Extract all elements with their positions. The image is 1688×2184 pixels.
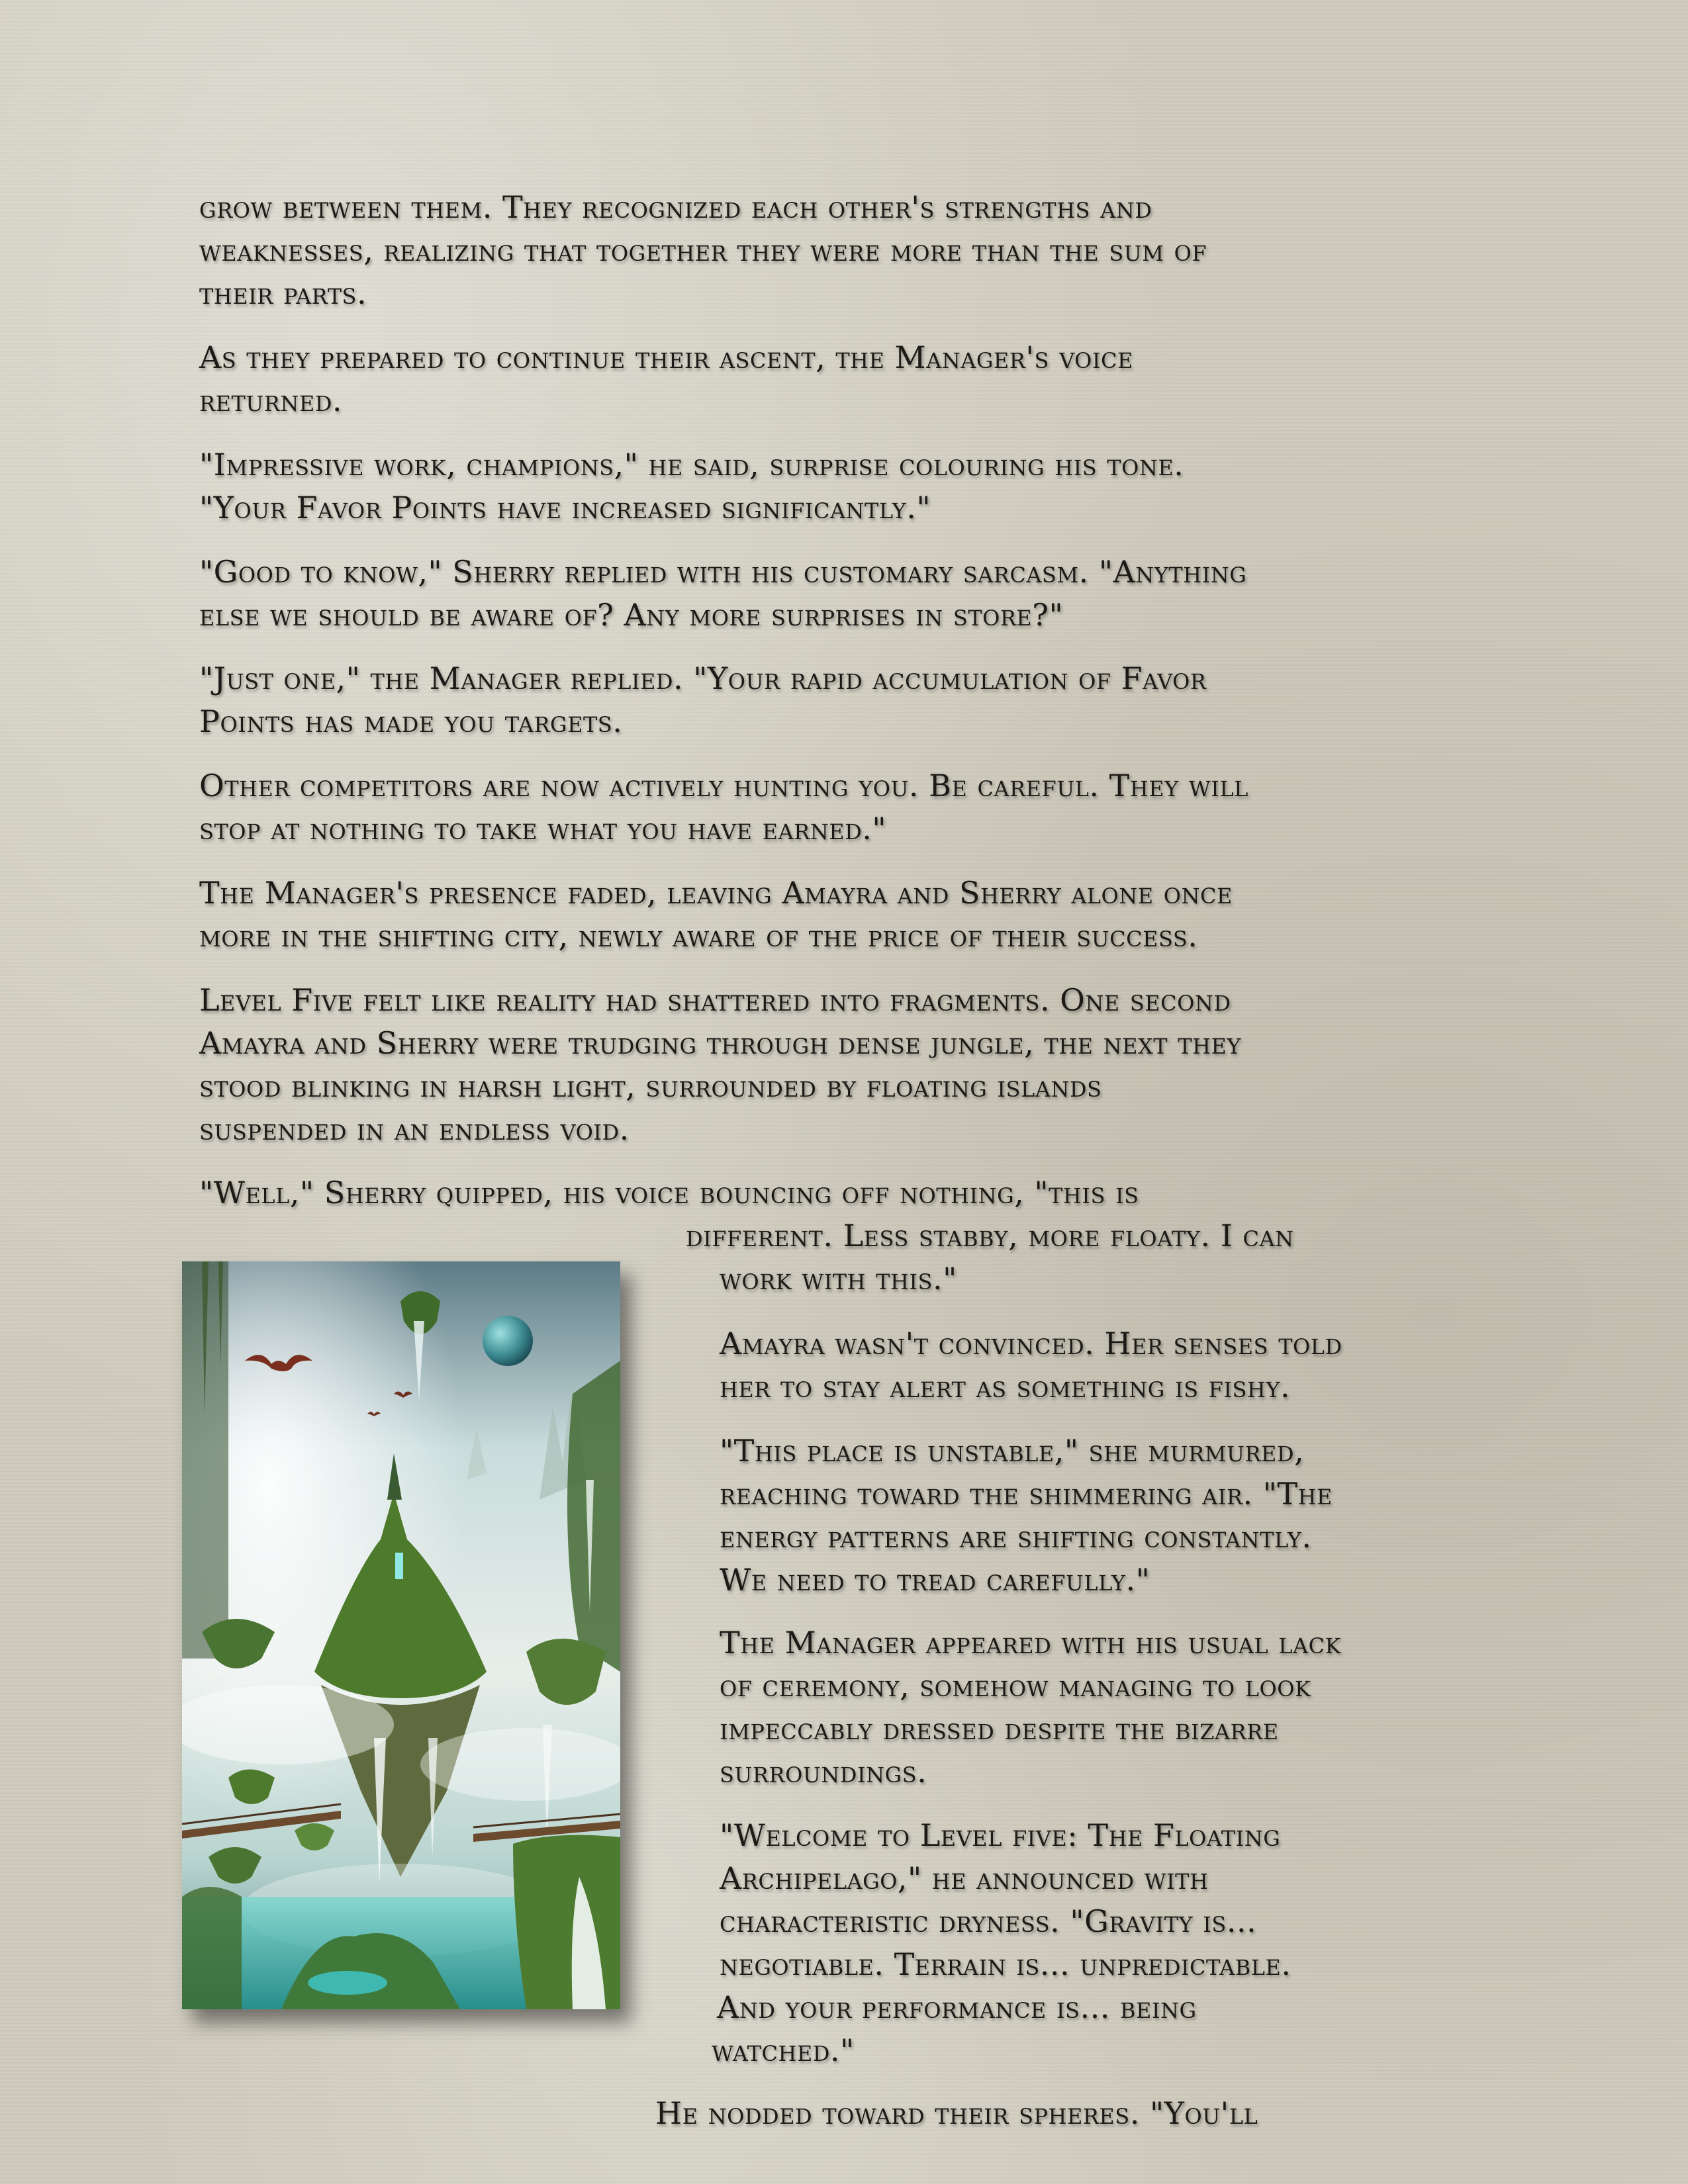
- planet-shape: [483, 1316, 533, 1366]
- illustration-svg: [182, 1261, 620, 2009]
- paragraph-2: [199, 336, 1133, 422]
- text-line: "Your Favor Points have increased significantly.": [199, 490, 931, 525]
- text-line: negotiable. Terrain is... unpredictable.: [720, 1946, 1291, 1982]
- text-line: He nodded toward their spheres. "You'll: [655, 2095, 1258, 2131]
- text-line: Points has made you targets.: [199, 704, 623, 739]
- text-line: Amayra wasn't convinced. Her senses told: [720, 1326, 1342, 1361]
- text-line: "This place is unstable," she murmured,: [720, 1433, 1305, 1469]
- text-line: grow between them. They recognized each other's strengths and: [199, 189, 1152, 225]
- paragraph-5: [199, 657, 1206, 743]
- paragraph-13: [712, 1814, 1291, 2072]
- text-line: Level Five felt like reality had shattered into fragments. One second: [199, 982, 1231, 1018]
- text-line: more in the shifting city, newly aware of the price of their success.: [199, 918, 1198, 954]
- paragraph-7: [199, 872, 1233, 958]
- text-line: surroundings.: [720, 1754, 927, 1790]
- floating-islands-illustration: [182, 1261, 620, 2009]
- text-line: Other competitors are now actively hunting you. Be careful. They will: [199, 768, 1248, 803]
- text-line: their parts.: [199, 275, 367, 311]
- paragraph-10: [720, 1322, 1342, 1408]
- text-line: "Just one," the Manager replied. "Your rapid accumulation of Favor: [199, 660, 1207, 696]
- text-line: Amayra and Sherry were trudging through dense jungle, the next they: [199, 1025, 1241, 1061]
- paragraph-4: [199, 551, 1246, 637]
- paragraph-6: [199, 764, 1248, 850]
- text-line: suspended in an endless void.: [199, 1111, 630, 1147]
- paragraph-12: [720, 1621, 1341, 1794]
- text-line: As they prepared to continue their ascent, the Manager's voice: [199, 340, 1133, 375]
- paragraph-11: [720, 1430, 1333, 1602]
- text-line: The Manager's presence faded, leaving Amayra and Sherry alone once: [199, 875, 1233, 911]
- text-line: "Well," Sherry quipped, his voice bouncing off nothing, "this is: [199, 1175, 1139, 1210]
- text-line: energy patterns are shifting constantly.: [720, 1519, 1312, 1555]
- text-line: characteristic dryness. "Gravity is...: [720, 1903, 1257, 1939]
- text-line: impeccably dressed despite the bizarre: [720, 1711, 1279, 1747]
- text-line: else we should be aware of? Any more surprises in store?": [199, 597, 1064, 633]
- text-line: We need to tread carefully.": [720, 1562, 1150, 1598]
- paragraph-8: [199, 979, 1241, 1151]
- text-line: stood blinking in harsh light, surrounded by floating islands: [199, 1068, 1102, 1104]
- text-line: "Impressive work, champions," he said, surprise colouring his tone.: [199, 447, 1184, 482]
- paragraph-14: [655, 2092, 1258, 2135]
- text-line: "Welcome to Level five: The Floating: [720, 1817, 1281, 1853]
- text-line: her to stay alert as something is fishy.: [720, 1369, 1291, 1404]
- paragraph-3: [199, 443, 1184, 529]
- text-line: weaknesses, realizing that together they were more than the sum of: [199, 232, 1207, 268]
- text-line: watched.": [712, 2032, 855, 2068]
- text-line: of ceremony, somehow managing to look: [720, 1668, 1311, 1704]
- text-line: And your performance is... being: [717, 1989, 1197, 2025]
- paragraph-1: [199, 186, 1207, 315]
- text-line: different. Less stabby, more floaty. I can: [686, 1218, 1294, 1253]
- text-line: reaching toward the shimmering air. "The: [720, 1476, 1333, 1512]
- text-line: The Manager appeared with his usual lack: [720, 1625, 1341, 1661]
- text-line: work with this.": [720, 1261, 957, 1297]
- text-line: stop at nothing to take what you have earned.": [199, 811, 887, 846]
- text-line: Archipelago," he announced with: [720, 1860, 1209, 1896]
- text-line: returned.: [199, 383, 342, 418]
- text-line: "Good to know," Sherry replied with his customary sarcasm. "Anything: [199, 554, 1247, 590]
